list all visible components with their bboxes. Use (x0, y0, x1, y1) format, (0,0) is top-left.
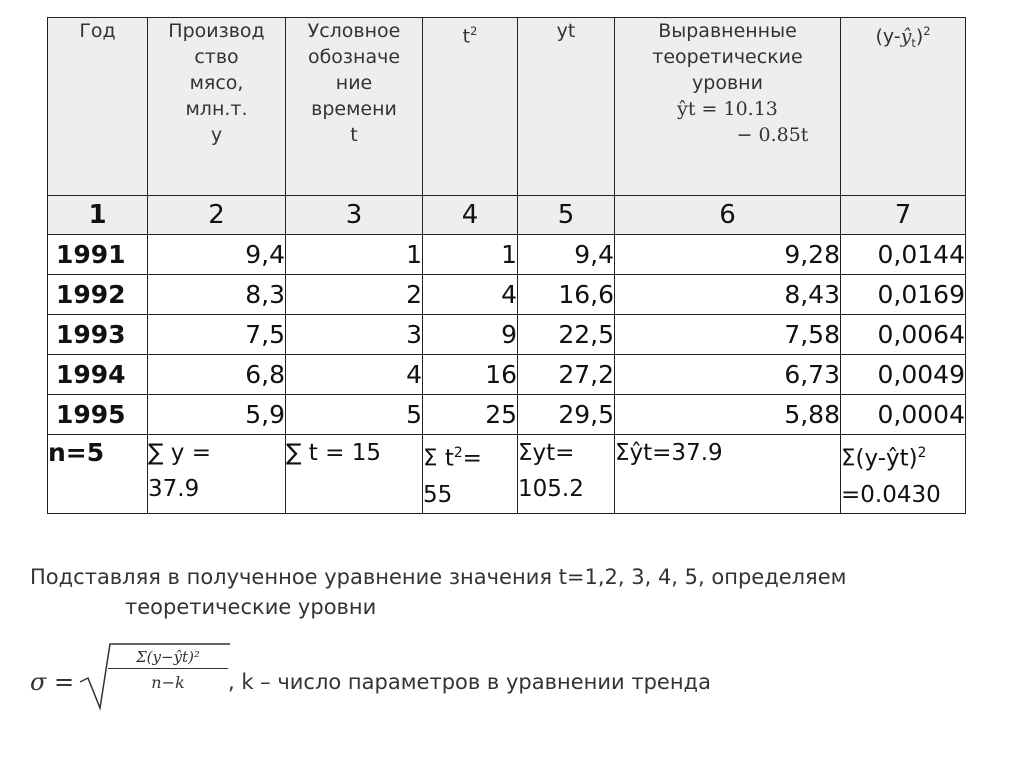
table-cell: 3 (286, 315, 423, 355)
header-t-squared: $t^2$ (423, 18, 518, 196)
header-theoretical: Выравненные теоретические уровни ŷt = 10.13 − 0.85t (615, 18, 841, 196)
column-number-row (48, 196, 966, 235)
table-row (48, 355, 966, 395)
table-cell: 9 (423, 315, 518, 355)
summary-sum-t: ∑ t = 15 (286, 435, 423, 514)
header-year: Год (48, 18, 148, 196)
summary-sum-yt: Σyt= 105.2 (518, 435, 615, 514)
summary-sum-sq: Σ(y-ŷt)$^2$ =0.0430 (841, 435, 966, 514)
column-number: 5 (518, 196, 615, 235)
table-cell: 0,0049 (841, 355, 966, 395)
note-line-1: Подставляя в полученное уравнение значения t=1,2, 3, 4, 5, определяем (30, 565, 847, 589)
summary-sum-yhat: Σŷt=37.9 (615, 435, 841, 514)
trend-table (47, 17, 966, 514)
trend-equation: ŷt = 10.13 (677, 98, 778, 120)
year-cell: 1994 (48, 355, 148, 395)
table-cell: 8,3 (148, 275, 286, 315)
table-cell: 7,58 (615, 315, 841, 355)
table-row (48, 395, 966, 435)
header-time: Условное обозначе ние времени t (286, 18, 423, 196)
table-cell: 4 (286, 355, 423, 395)
table-cell: 9,4 (518, 235, 615, 275)
summary-n: n=5 (48, 435, 148, 514)
table-cell: 16 (423, 355, 518, 395)
sigma-symbol: σ (30, 668, 47, 696)
table-cell: 6,73 (615, 355, 841, 395)
table-cell: 25 (423, 395, 518, 435)
table-row (48, 275, 966, 315)
fraction-numerator: Σ(y−ŷt)² (108, 648, 228, 669)
table-cell: 0,0144 (841, 235, 966, 275)
formula-description: , k – число параметров в уравнении тренда (228, 670, 711, 694)
column-number: 3 (286, 196, 423, 235)
table-cell: 5 (286, 395, 423, 435)
summary-sum-y: ∑ y = 37.9 (148, 435, 286, 514)
column-number: 4 (423, 196, 518, 235)
table-cell: 27,2 (518, 355, 615, 395)
fraction (108, 648, 228, 692)
table-cell: 29,5 (518, 395, 615, 435)
year-cell: 1993 (48, 315, 148, 355)
explanation-note (30, 562, 846, 622)
table-cell: 9,28 (615, 235, 841, 275)
year-cell: 1995 (48, 395, 148, 435)
header-squared-deviation: $(y-ŷ_t)^2$ (841, 18, 966, 196)
table-cell: 4 (423, 275, 518, 315)
table-cell: 5,9 (148, 395, 286, 435)
table-cell: 9,4 (148, 235, 286, 275)
equals-sign: = (54, 668, 75, 696)
table-cell: 6,8 (148, 355, 286, 395)
table-cell: 0,0004 (841, 395, 966, 435)
column-number: 7 (841, 196, 966, 235)
table-cell: 1 (423, 235, 518, 275)
header-row (48, 18, 966, 196)
summary-row (48, 435, 966, 514)
table-cell: 0,0169 (841, 275, 966, 315)
column-number: 2 (148, 196, 286, 235)
note-line-2: теоретические уровни (125, 595, 377, 619)
table-cell: 22,5 (518, 315, 615, 355)
column-number: 6 (615, 196, 841, 235)
summary-sum-t2: Σ $t^2=$ 55 (423, 435, 518, 514)
table-cell: 2 (286, 275, 423, 315)
year-cell: 1992 (48, 275, 148, 315)
table-cell: 7,5 (148, 315, 286, 355)
table-cell: 5,88 (615, 395, 841, 435)
table-cell: 16,6 (518, 275, 615, 315)
year-cell: 1991 (48, 235, 148, 275)
table-row (48, 235, 966, 275)
header-yt: yt (518, 18, 615, 196)
header-production: Производ ство мясо, млн.т. y (148, 18, 286, 196)
table-cell: 0,0064 (841, 315, 966, 355)
column-number: 1 (48, 196, 148, 235)
fraction-denominator: n−k (151, 673, 185, 692)
table-cell: 8,43 (615, 275, 841, 315)
table-row (48, 315, 966, 355)
table-cell: 1 (286, 235, 423, 275)
